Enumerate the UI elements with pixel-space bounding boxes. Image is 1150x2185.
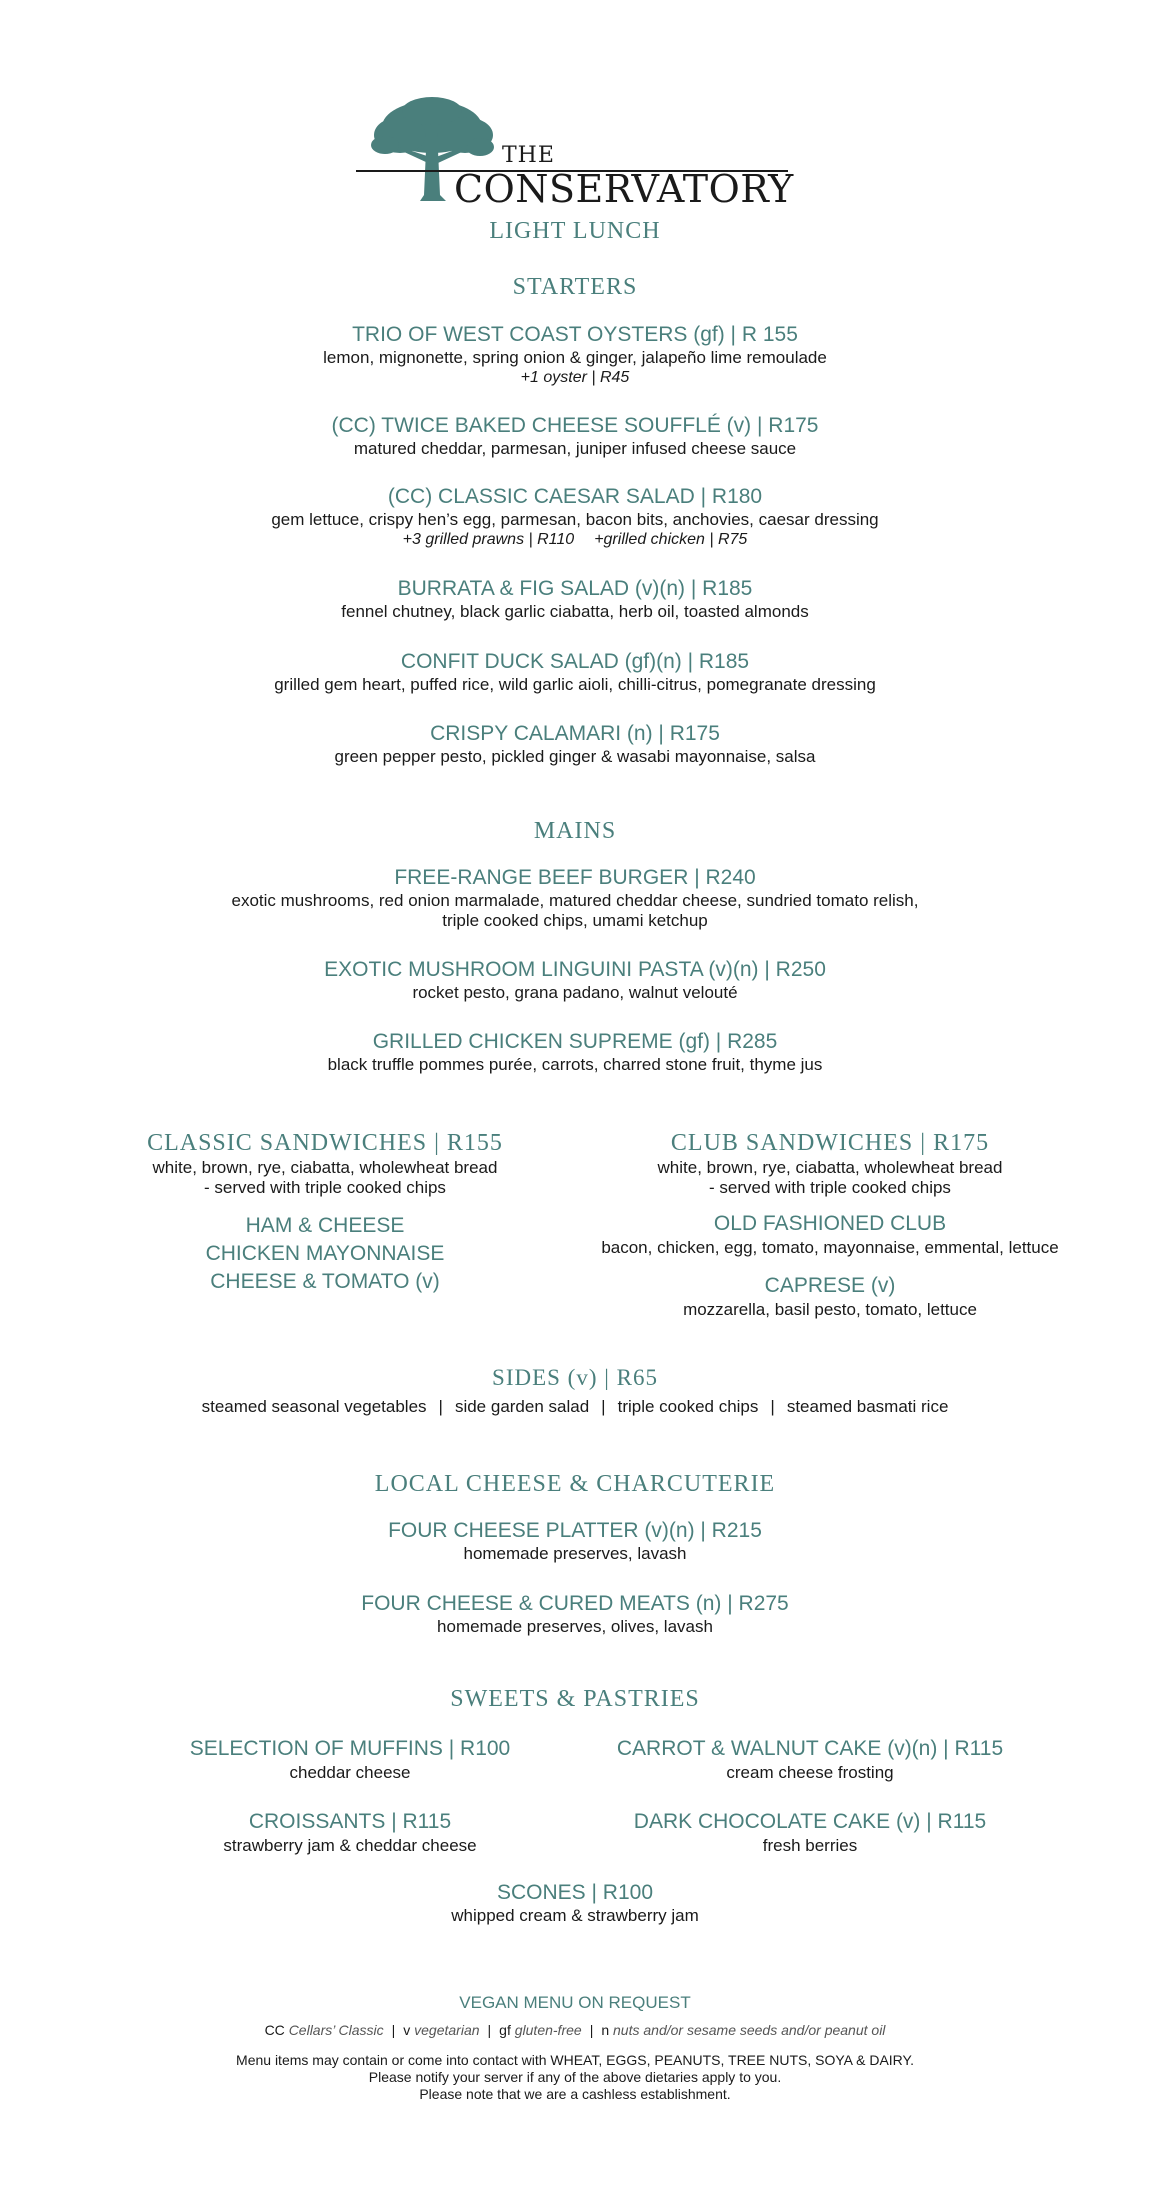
sandwich-item: OLD FASHIONED CLUB (713, 1212, 947, 1235)
separator: | (601, 1397, 606, 1416)
item-title: TRIO OF WEST COAST OYSTERS (gf) | R 155 (352, 323, 798, 346)
item-extra (0, 368, 1150, 388)
sandwich-item: CHEESE & TOMATO (v) (210, 1270, 440, 1293)
menu-item (140, 1808, 560, 1856)
legend-label: gluten-free (514, 2022, 582, 2038)
side-item: steamed seasonal vegetables (201, 1397, 427, 1416)
menu-item (590, 1735, 1030, 1783)
item-desc: cheddar cheese (289, 1763, 411, 1782)
separator: | (589, 2022, 594, 2038)
menu-item (590, 1808, 1030, 1856)
menu-item (0, 576, 1150, 622)
classic-sandwiches-desc: - served with triple cooked chips (204, 1178, 446, 1197)
menu-item (0, 865, 1150, 931)
item-title: BURRATA & FIG SALAD (v)(n) | R185 (397, 577, 753, 600)
item-desc: exotic mushrooms, red onion marmalade, matured cheddar cheese, sundried tomato relish, (231, 891, 919, 910)
separator: | (487, 2022, 492, 2038)
item-title: (CC) TWICE BAKED CHEESE SOUFFLÉ (v) | R175 (331, 414, 819, 437)
item-title: FOUR CHEESE PLATTER (v)(n) | R215 (388, 1519, 762, 1542)
sandwich-item: HAM & CHEESE (245, 1214, 405, 1237)
logo (350, 95, 800, 215)
item-desc: rocket pesto, grana padano, walnut velouté (412, 983, 738, 1002)
brand-name: CONSERVATORY (454, 167, 794, 211)
legend-label: vegetarian (414, 2022, 480, 2038)
sides-heading: SIDES (v) | R65 (492, 1365, 658, 1390)
item-title: CARROT & WALNUT CAKE (v)(n) | R115 (616, 1737, 1004, 1760)
item-desc: triple cooked chips, umami ketchup (442, 911, 708, 930)
legend-key: n (601, 2022, 610, 2038)
dietary-legend (0, 2022, 1150, 2038)
item-extra-option: +grilled chicken | R75 (594, 531, 748, 548)
item-extra (0, 530, 1150, 550)
classic-sandwiches (100, 1128, 550, 1296)
club-sandwiches-desc: white, brown, rye, ciabatta, wholewheat bread (657, 1158, 1003, 1177)
item-title: FREE-RANGE BEEF BURGER | R240 (394, 866, 756, 889)
menu-item (0, 484, 1150, 550)
menu-item (0, 957, 1150, 1003)
item-desc: green pepper pesto, pickled ginger & wasabi mayonnaise, salsa (334, 747, 816, 766)
item-desc: strawberry jam & cheddar cheese (223, 1836, 477, 1855)
item-extra-option: +1 oyster | R45 (520, 369, 630, 386)
legend-label: Cellars’ Classic (288, 2022, 384, 2038)
menu-item (0, 1880, 1150, 1926)
separator: | (438, 1397, 443, 1416)
item-title: GRILLED CHICKEN SUPREME (gf) | R285 (372, 1030, 778, 1053)
starters-heading: STARTERS (512, 274, 638, 300)
sandwich-item: CAPRESE (v) (764, 1274, 896, 1297)
club-sandwiches (580, 1128, 1080, 1320)
separator: | (391, 2022, 396, 2038)
legend-key: gf (499, 2022, 511, 2038)
item-title: SCONES | R100 (496, 1881, 653, 1904)
item-extra-option: +3 grilled prawns | R110 (402, 531, 575, 548)
menu-item (0, 1518, 1150, 1564)
allergen-notice (0, 2052, 1150, 2103)
vegan-notice: VEGAN MENU ON REQUEST (459, 1993, 691, 2012)
notice-line: Menu items may contain or come into contact with WHEAT, EGGS, PEANUTS, TREE NUTS, SOYA & DAIRY. (236, 2052, 914, 2068)
item-desc: homemade preserves, olives, lavash (437, 1617, 713, 1636)
classic-sandwiches-desc: white, brown, rye, ciabatta, wholewheat bread (152, 1158, 498, 1177)
item-desc: homemade preserves, lavash (463, 1544, 687, 1563)
classic-sandwiches-heading: CLASSIC SANDWICHES | R155 (147, 1130, 503, 1156)
item-title: CRISPY CALAMARI (n) | R175 (430, 722, 720, 745)
side-item: triple cooked chips (617, 1397, 759, 1416)
item-title: (CC) CLASSIC CAESAR SALAD | R180 (387, 485, 763, 508)
item-title: CROISSANTS | R115 (248, 1810, 452, 1833)
item-desc: matured cheddar, parmesan, juniper infused cheese sauce (353, 439, 797, 458)
mains-heading: MAINS (533, 818, 617, 844)
menu-item (0, 721, 1150, 767)
item-title: SELECTION OF MUFFINS | R100 (189, 1737, 511, 1760)
item-desc: fresh berries (762, 1836, 858, 1855)
menu-subtitle: LIGHT LUNCH (489, 218, 661, 244)
cheese-heading: LOCAL CHEESE & CHARCUTERIE (374, 1471, 776, 1497)
side-item: side garden salad (454, 1397, 590, 1416)
sides-list (0, 1397, 1150, 1417)
item-desc: whipped cream & strawberry jam (451, 1906, 699, 1925)
sweets-heading: SWEETS & PASTRIES (450, 1686, 700, 1712)
menu-item (0, 649, 1150, 695)
item-desc: black truffle pommes purée, carrots, charred stone fruit, thyme jus (327, 1055, 823, 1074)
notice-line: Please note that we are a cashless establishment. (419, 2086, 731, 2102)
item-title: FOUR CHEESE & CURED MEATS (n) | R275 (361, 1592, 789, 1615)
item-desc: grilled gem heart, puffed rice, wild garlic aioli, chilli-citrus, pomegranate dressing (274, 675, 876, 694)
legend-key: v (403, 2022, 411, 2038)
side-item: steamed basmati rice (786, 1397, 949, 1416)
separator: | (770, 1397, 775, 1416)
menu-item (140, 1735, 560, 1783)
club-sandwiches-heading: CLUB SANDWICHES | R175 (670, 1130, 990, 1156)
menu-item (0, 322, 1150, 388)
item-title: CONFIT DUCK SALAD (gf)(n) | R185 (400, 650, 750, 673)
brand-the: THE (502, 143, 555, 168)
sandwich-item: CHICKEN MAYONNAISE (205, 1242, 445, 1265)
legend-label: nuts and/or sesame seeds and/or peanut oil (613, 2022, 886, 2038)
item-desc: fennel chutney, black garlic ciabatta, herb oil, toasted almonds (341, 602, 809, 621)
menu-item (0, 1591, 1150, 1637)
club-sandwiches-desc: - served with triple cooked chips (709, 1178, 951, 1197)
item-desc: mozzarella, basil pesto, tomato, lettuce (683, 1300, 977, 1319)
item-desc: gem lettuce, crispy hen’s egg, parmesan, bacon bits, anchovies, caesar dressing (271, 510, 879, 529)
menu-item (0, 1029, 1150, 1075)
menu-item (0, 413, 1150, 459)
item-desc: bacon, chicken, egg, tomato, mayonnaise, emmental, lettuce (601, 1238, 1059, 1257)
notice-line: Please notify your server if any of the above dietaries apply to you. (368, 2069, 782, 2085)
item-title: DARK CHOCOLATE CAKE (v) | R115 (633, 1810, 987, 1833)
item-title: EXOTIC MUSHROOM LINGUINI PASTA (v)(n) | R250 (324, 958, 826, 981)
legend-key: CC (264, 2022, 285, 2038)
item-desc: cream cheese frosting (726, 1763, 894, 1782)
item-desc: lemon, mignonette, spring onion & ginger, jalapeño lime remoulade (323, 348, 827, 367)
